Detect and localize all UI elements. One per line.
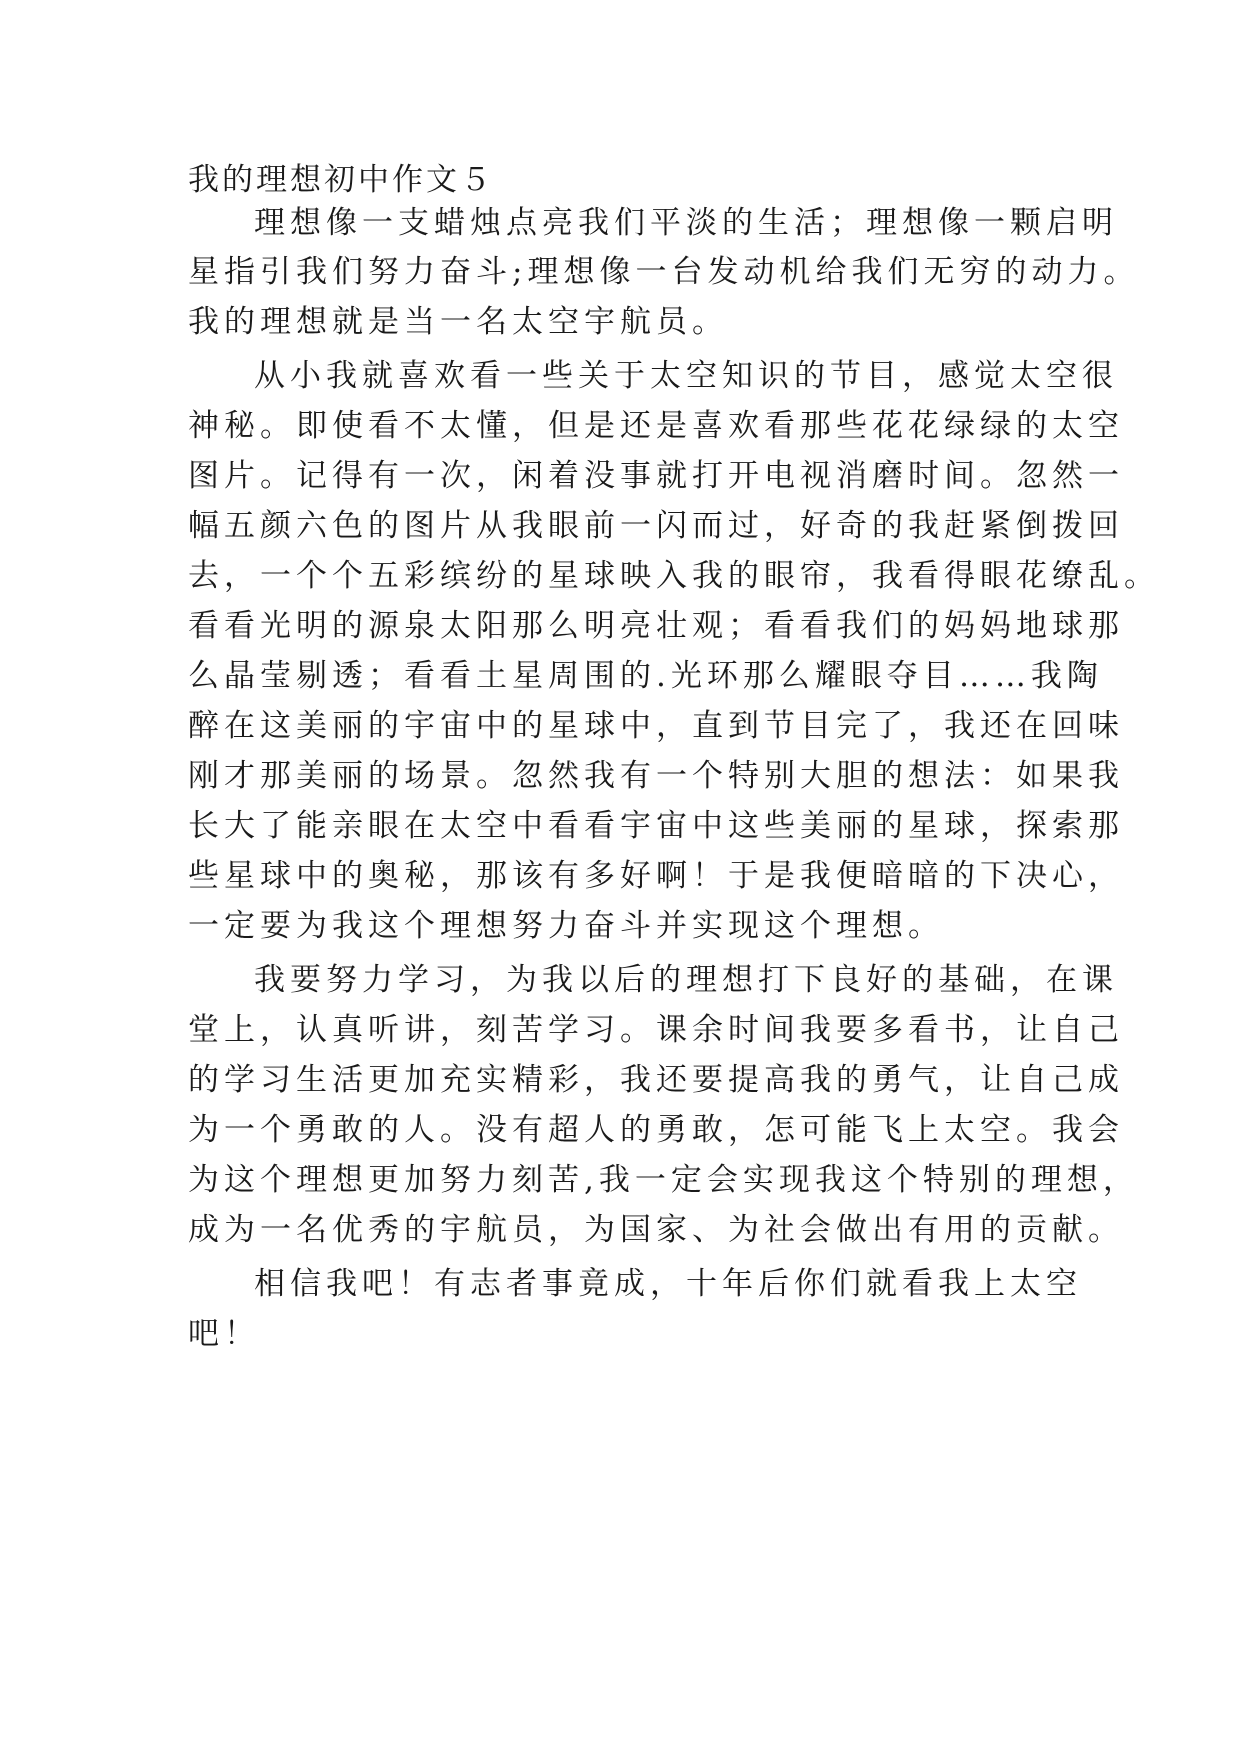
paragraph-2-line-4: 幅五颜六色的图片从我眼前一闪而过，好奇的我赶紧倒拨回 [188, 508, 1124, 544]
document-title: 我的理想初中作文５ [188, 162, 494, 198]
paragraph-4-line-2: 吧！ [188, 1316, 260, 1352]
paragraph-2-line-5: 去，一个个五彩缤纷的星球映入我的眼帘，我看得眼花缭乱。 [188, 558, 1160, 594]
paragraph-3-line-6: 成为一名优秀的宇航员，为国家、为社会做出有用的贡献。 [188, 1212, 1124, 1248]
paragraph-3-line-2: 堂上，认真听讲，刻苦学习。课余时间我要多看书，让自己 [188, 1012, 1124, 1048]
paragraph-2-line-2: 神秘。即使看不太懂，但是还是喜欢看那些花花绿绿的太空 [188, 408, 1124, 444]
paragraph-3-line-5: 为这个理想更加努力刻苦,我一定会实现我这个特别的理想， [188, 1162, 1139, 1198]
paragraph-2-line-12: 一定要为我这个理想努力奋斗并实现这个理想。 [188, 908, 944, 944]
paragraph-1-line-1: 理想像一支蜡烛点亮我们平淡的生活；理想像一颗启明 [254, 205, 1118, 241]
paragraph-2-line-9: 刚才那美丽的场景。忽然我有一个特别大胆的想法：如果我 [188, 758, 1124, 794]
paragraph-1-line-2: 星指引我们努力奋斗;理想像一台发动机给我们无穷的动力。 [188, 254, 1140, 290]
paragraph-2-line-6: 看看光明的源泉太阳那么明亮壮观；看看我们的妈妈地球那 [188, 608, 1124, 644]
paragraph-2-line-11: 些星球中的奥秘，那该有多好啊！于是我便暗暗的下决心， [188, 858, 1124, 894]
paragraph-4-line-1: 相信我吧！有志者事竟成，十年后你们就看我上太空 [254, 1266, 1082, 1302]
paragraph-3-line-4: 为一个勇敢的人。没有超人的勇敢，怎可能飞上太空。我会 [188, 1112, 1124, 1148]
paragraph-1-line-3: 我的理想就是当一名太空宇航员。 [188, 304, 728, 340]
paragraph-2-line-1: 从小我就喜欢看一些关于太空知识的节目，感觉太空很 [254, 358, 1118, 394]
paragraph-2-line-10: 长大了能亲眼在太空中看看宇宙中这些美丽的星球，探索那 [188, 808, 1124, 844]
paragraph-3-line-3: 的学习生活更加充实精彩，我还要提高我的勇气，让自己成 [188, 1062, 1124, 1098]
paragraph-3-line-1: 我要努力学习，为我以后的理想打下良好的基础，在课 [254, 962, 1118, 998]
paragraph-2-line-3: 图片。记得有一次，闲着没事就打开电视消磨时间。忽然一 [188, 458, 1124, 494]
paragraph-2-line-8: 醉在这美丽的宇宙中的星球中，直到节目完了，我还在回味 [188, 708, 1124, 744]
paragraph-2-line-7: 么晶莹剔透；看看土星周围的.光环那么耀眼夺目……我陶 [188, 658, 1103, 694]
